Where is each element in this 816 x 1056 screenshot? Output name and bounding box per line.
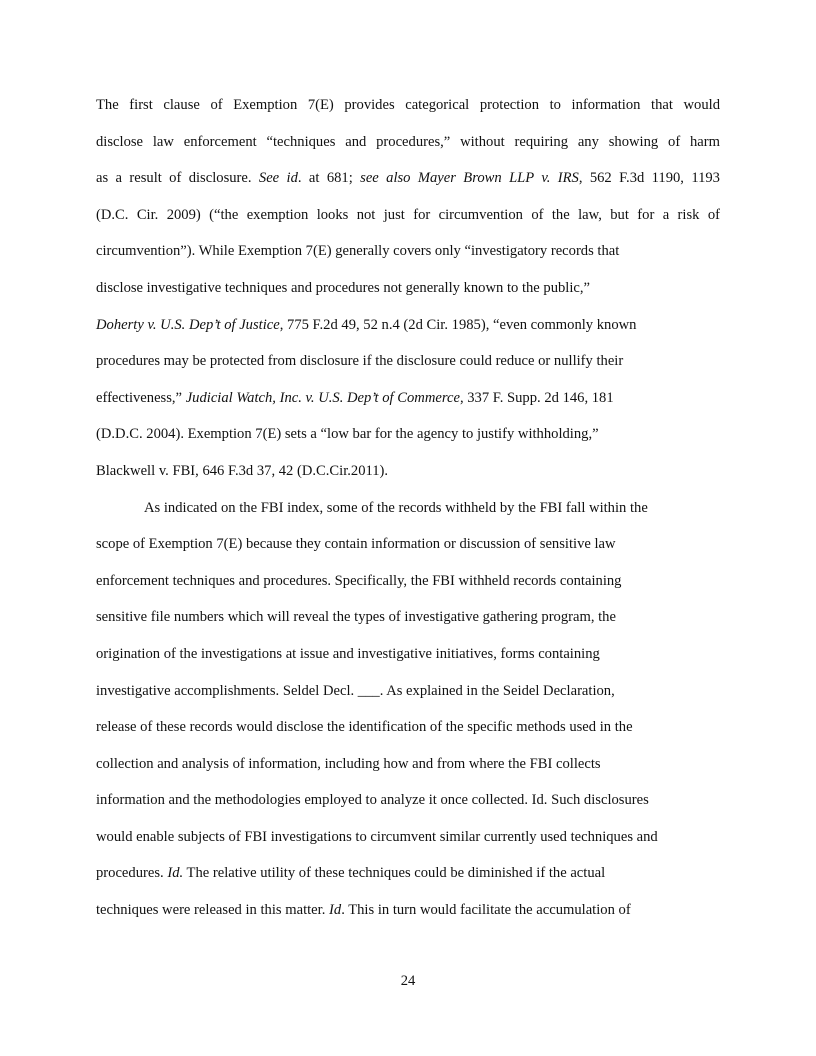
citation-italic: see also Mayer Brown LLP v. IRS [360,170,579,187]
citation-italic: Judicial Watch, Inc. v. U.S. Dep’t of Commerce [185,389,460,406]
text-run: investigative accomplishments. Seldel Decl. ___. As explained in the Seidel Declaration, [96,682,615,699]
text-line [96,823,720,860]
text-run: sensitive file numbers which will reveal the types of investigative gathering program, the [96,609,616,626]
text-line [96,384,720,421]
citation-italic: Id [329,902,342,919]
text-run: (D.C. Cir. 2009) (“the exemption looks not just for circumvention of the law, but for a risk of [96,206,720,223]
text-run: . This in turn would facilitate the accumulation of [341,902,631,919]
text-run: information and the methodologies employed to analyze it once collected. Id. Such disclosures [96,792,649,809]
text-line [96,494,720,531]
text-line [96,530,720,567]
text-line [96,603,720,640]
text-line [96,201,720,238]
text-line [96,311,720,348]
text-run: as a result of disclosure. [96,170,259,187]
text-line [96,713,720,750]
citation-italic: See id [258,170,298,187]
text-run: procedures. [96,865,168,882]
text-line [96,896,720,933]
text-line [96,640,720,677]
text-run: The relative utility of these techniques could be diminished if the actual [183,865,606,882]
citation-italic: Doherty v. U.S. Dep’t of Justice [96,316,280,333]
text-run: scope of Exemption 7(E) because they contain information or discussion of sensitive law [96,536,616,553]
text-line [96,457,720,494]
text-run: effectiveness,” [96,389,186,406]
text-run: would enable subjects of FBI investigations to circumvent similar currently used techniques and [96,828,658,845]
text-run: collection and analysis of information, including how and from where the FBI collects [96,755,601,772]
text-line [96,128,720,165]
text-line [96,274,720,311]
text-line [96,91,720,128]
text-run: circumvention”). While Exemption 7(E) generally covers only “investigatory records that [96,243,620,260]
text-line [96,859,720,896]
text-run: procedures may be protected from disclosure if the disclosure could reduce or nullify their [96,353,624,370]
text-line [96,237,720,274]
text-line [96,347,720,384]
text-run: , 775 F.2d 49, 52 n.4 (2d Cir. 1985), “even commonly known [279,316,637,333]
text-run: origination of the investigations at issue and investigative initiatives, forms containing [96,645,600,662]
text-run: , 562 F.3d 1190, 1193 [578,170,720,187]
text-run: disclose law enforcement “techniques and procedures,” without requiring any showing of harm [96,133,720,150]
text-line [96,750,720,787]
text-line [96,164,720,201]
text-run: techniques were released in this matter. [96,902,330,919]
text-run: disclose investigative techniques and procedures not generally known to the public,” [96,279,591,296]
text-line [96,677,720,714]
text-line [96,567,720,604]
text-run: The first clause of Exemption 7(E) provides categorical protection to information that would [96,97,720,113]
text-run: , 337 F. Supp. 2d 146, 181 [459,389,614,406]
text-run: Blackwell v. FBI, 646 F.3d 37, 42 (D.C.Cir.2011). [96,462,389,479]
citation-italic: Id. [167,865,184,882]
document-body [96,91,720,933]
text-line [96,786,720,823]
text-line [96,420,720,457]
page-number: 24 [400,973,416,989]
text-run: As indicated on the FBI index, some of the records withheld by the FBI fall within the [144,499,648,516]
text-run: . at 681; [297,170,361,187]
text-run: enforcement techniques and procedures. Specifically, the FBI withheld records containing [96,572,622,589]
text-run: release of these records would disclose the identification of the specific methods used in the [96,719,633,736]
text-run: (D.D.C. 2004). Exemption 7(E) sets a “low bar for the agency to justify withholding,” [96,426,599,443]
